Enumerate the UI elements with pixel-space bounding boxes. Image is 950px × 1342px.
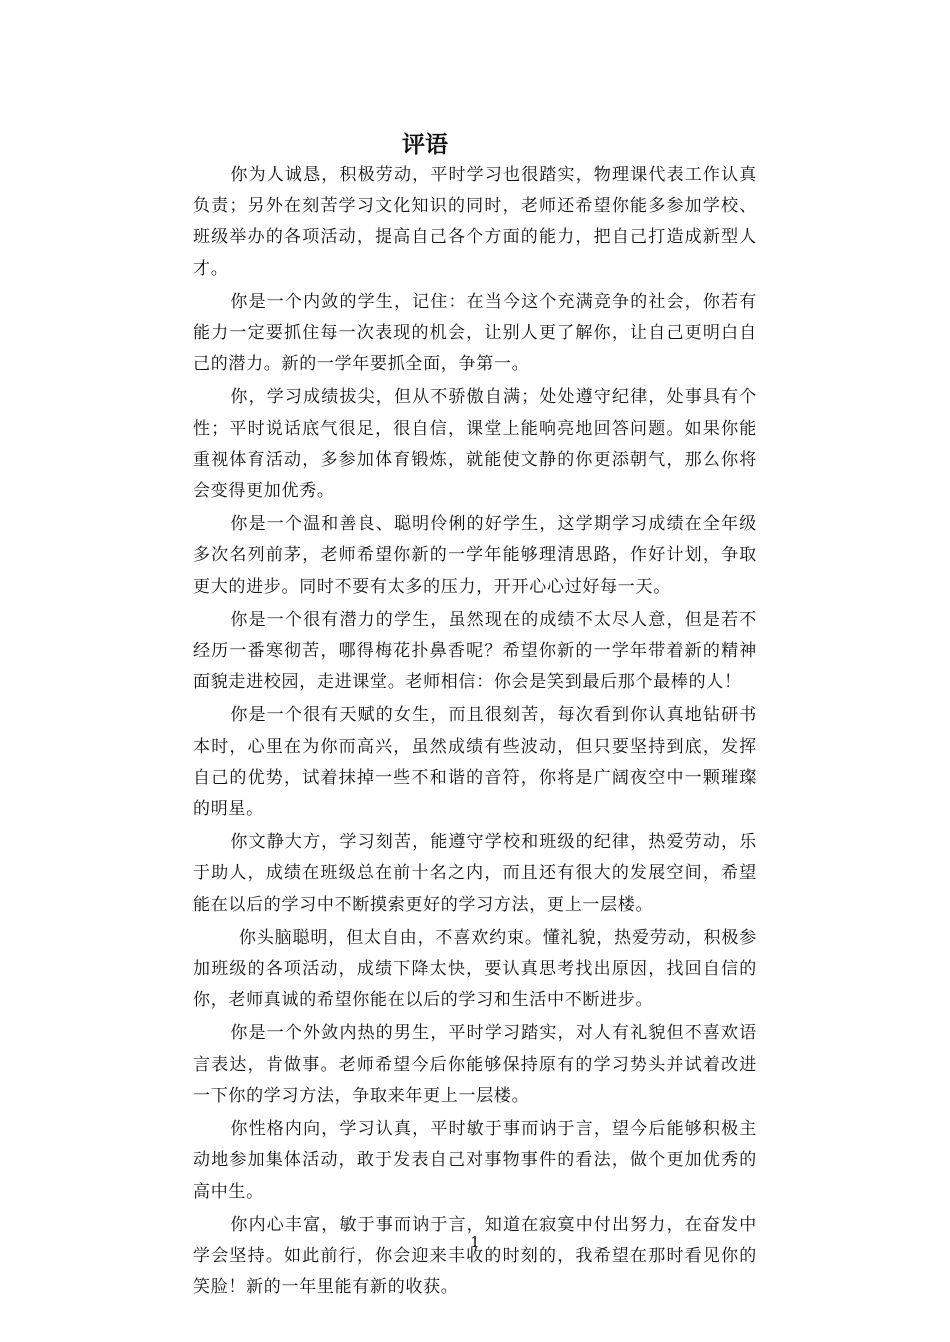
comment-paragraph-10: 你性格内向，学习认真，平时敏于事而讷于言，望今后能够积极主动地参加集体活动，敢于发表自己对事物事件的看法，做个更加优秀的高中生。 (193, 1119, 757, 1202)
comment-paragraph-9: 你是一个外敛内热的男生，平时学习踏实，对人有礼貌但不喜欢语言表达，肯做事。老师希望今后你能够保持原有的学习势头并试着改进一下你的学习方法，争取来年更上一层楼。 (193, 1023, 757, 1106)
comment-paragraph-5: 你是一个很有潜力的学生，虽然现在的成绩不太尽人意，但是若不经历一番寒彻苦，哪得梅花扑鼻香呢？希望你新的一学年带着新的精神面貌走进校园，走进课堂。老师相信：你会是笑到最后那个最棒的人！ (193, 609, 757, 693)
comment-paragraph-8: 你头脑聪明，但太自由，不喜欢约束。懂礼貌，热爱劳动，积极参加班级的各项活动，成绩下降太快，要认真思考找出原因，找回自信的你，老师真诚的希望你能在以后的学习和生活中不断进步。 (193, 927, 757, 1011)
page-number: 1 (470, 1233, 480, 1251)
comments-body (193, 160, 757, 1305)
comment-paragraph-11: 你内心丰富，敏于事而讷于言，知道在寂寞中付出努力，在奋发中学会坚持。如此前行，你会迎来丰收的时刻的，我希望在那时看见你的笑脸！新的一年里能有新的收获。 (193, 1214, 757, 1298)
comment-paragraph-3: 你，学习成绩拔尖，但从不骄傲自满；处处遵守纪律，处事具有个性；平时说话底气很足，很自信，课堂上能响亮地回答问题。如果你能重视体育活动，多参加体育锻炼，就能使文静的你更添朝气，那么你将会变得更加优秀。 (193, 387, 757, 502)
comment-paragraph-1: 你为人诚恳，积极劳动，平时学习也很踏实，物理课代表工作认真负责；另外在刻苦学习文化知识的同时，老师还希望你能多参加学校、班级举办的各项活动，提高自己各个方面的能力，把自己打造成新型人才。 (193, 165, 757, 279)
page-title: 评语 (402, 132, 448, 158)
comment-paragraph-7: 你文静大方，学习刻苦，能遵守学校和班级的纪律，热爱劳动，乐于助人，成绩在班级总在前十名之内，而且还有很大的发展空间，希望能在以后的学习中不断摸索更好的学习方法，更上一层楼。 (193, 832, 757, 915)
comment-paragraph-4: 你是一个温和善良、聪明伶俐的好学生，这学期学习成绩在全年级多次名列前茅，老师希望你新的一学年能够理清思路，作好计划，争取更大的进步。同时不要有太多的压力，开开心心过好每一天。 (193, 514, 757, 597)
comment-paragraph-2: 你是一个内敛的学生，记住：在当今这个充满竞争的社会，你若有能力一定要抓住每一次表现的机会，让别人更了解你，让自己更明白自己的潜力。新的一学年要抓全面，争第一。 (193, 291, 757, 375)
comment-paragraph-6: 你是一个很有天赋的女生，而且很刻苦，每次看到你认真地钻研书本时，心里在为你而高兴，虽然成绩有些波动，但只要坚持到底，发挥自己的优势，试着抹掉一些不和谐的音符，你将是广阔夜空中一颗璀璨的明星。 (193, 705, 757, 820)
